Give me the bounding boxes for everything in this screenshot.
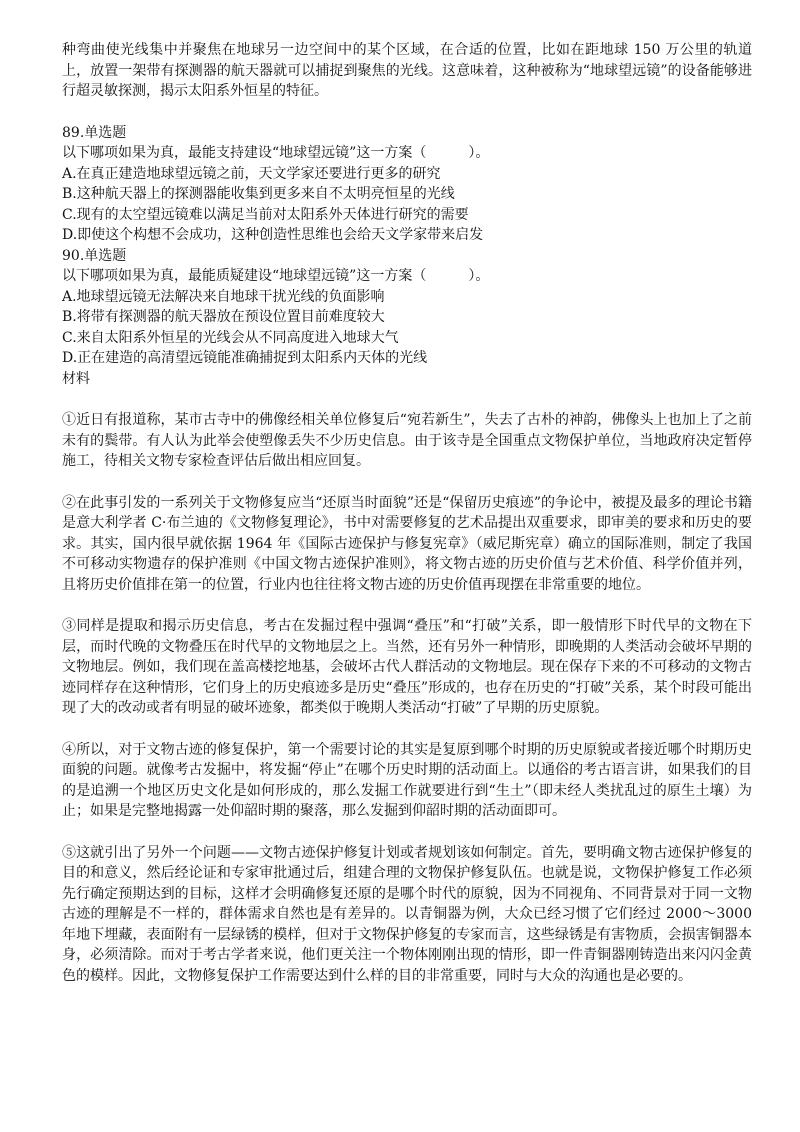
- material-paragraph-4: ④所以，对于文物古迹的修复保护，第一个需要讨论的其实是复原到哪个时期的历史原貌或者接近哪个时期历史面貌的问题。就像考古发掘中，将发掘“停止”在哪个历史时期的活动面上。以通俗的考古语言讲，如果我们的目的是追溯一个地区历史文化是如何形成的，那么发掘工作就要进行到“生土”（即未经人类扰乱过的原生土壤）为止；如果是完整地揭露一处仰韶时期的聚落，那么发掘到仰韶时期的活动面即可。: [62, 741, 752, 819]
- material-paragraph-1: ①近日有报道称，某市古寺中的佛像经相关单位修复后“宛若新生”，失去了古朴的神韵，佛像头上也加上了之前未有的鬓带。有人认为此举会使塑像丢失不少历史信息。由于该寺是全国重点文物保护单位，当地政府决定暂停施工，待相关文物专家检查评估后做出相应回复。: [62, 412, 752, 469]
- question-stem: 以下哪项如果为真，最能质疑建设“地球望远镜”这一方案（ ）。: [62, 268, 490, 284]
- question-89: [62, 123, 752, 246]
- option-a: A.在真正建造地球望远镜之前，天文学家还要进行更多的研究: [62, 165, 441, 182]
- material-paragraph-5: ⑤这就引出了另外一个问题——文物古迹保护修复计划或者规划该如何制定。首先，要明确文物古迹保护修复的目的和意义，然后经论证和专家审批通过后，组建合理的文物保护修复队伍。也就是说，文物保护修复工作必须先行确定预期达到的目标，这样才会明确修复还原的是哪个时代的原貌，因为不同视角、不同背景对于同一文物古迹的理解是不一样的，群体需求自然也是有差异的。以青铜器为例，大众已经习惯了它们经过 2000～3000 年地下埋藏，表面附有一层绿锈的模样，但对于文物保护修复的专家而言，这些绿锈是有害物质，会损害铜器本身，必须清除。而对于考古学者来说，他们更关注一个物体刚刚出现的情形，即一件青铜器刚铸造出来闪闪金黄色的模样。因此，文物修复保护工作需要达到什么样的目的非常重要，同时与大众的沟通也是必要的。: [62, 844, 752, 984]
- material-paragraph-2: ②在此事引发的一系列关于文物修复应当“还原当时面貌”还是“保留历史痕迹”的争论中，被提及最多的理论书籍是意大利学者 C·布兰迪的《文物修复理论》，书中对需要修复的艺术品提出双重要求，即审美的要求和历史的要求。其实，国内很早就依据 1964 年《国际古迹保护与修复宪章》（威尼斯宪章）确立的国际准则，制定了我国不可移动实物遗存的保护准则《中国文物古迹保护准则》，将文物古迹的历史价值与艺术价值、科学价值并列，且将历史价值排在第一的位置，行业内也往往将文物古迹的历史价值再现摆在非常重要的地位。: [62, 494, 752, 593]
- document-page: [62, 40, 752, 986]
- option-a: A.地球望远镜无法解决来自地球干扰光线的负面影响: [62, 288, 385, 305]
- question-title: 90.单选题: [62, 247, 127, 264]
- option-c: C.来自太阳系外恒星的光线会从不同高度进入地球大气: [62, 329, 399, 346]
- material-section: [62, 410, 752, 986]
- question-90: [62, 246, 752, 369]
- question-title: 89.单选题: [62, 124, 127, 141]
- question-stem: 以下哪项如果为真，最能支持建设“地球望远镜”这一方案（ ）。: [62, 145, 490, 161]
- option-d: D.正在建造的高清望远镜能准确捕捉到太阳系内天体的光线: [62, 350, 428, 366]
- option-d: D.即使这个构想不会成功，这种创造性思维也会给天文学家带来启发: [62, 227, 484, 243]
- intro-paragraph: 种弯曲使光线集中并聚焦在地球另一边空间中的某个区域，在合适的位置，比如在距地球 150 万公里的轨道上，放置一架带有探测器的航天器就可以捕捉到聚焦的光线。这意味着，这种被称为“地球望远镜”的设备能够进行超灵敏探测，揭示太阳系外恒星的特征。: [62, 42, 752, 99]
- material-label: 材料: [62, 370, 90, 387]
- material-paragraph-3: ③同样是提取和揭示历史信息，考古在发掘过程中强调“叠压”和“打破”关系，即一般情形下时代早的文物在下层，而时代晚的文物叠压在时代早的文物地层之上。当然，还有另外一种情形，即晚期的人类活动会破坏早期的文物地层。例如，我们现在盖高楼挖地基，会破坏古代人群活动的文物地层。现在保存下来的不可移动的文物古迹同样存在这种情形，它们身上的历史痕迹多是历史“叠压”形成的，也存在历史的“打破”关系，某个时段可能出现了大的改动或者有明显的破坏迹象，都类似于晚期人类活动“打破”了早期的历史原貌。: [62, 618, 752, 716]
- spacer: [62, 102, 752, 123]
- option-c: C.现有的太空望远镜难以满足当前对太阳系外天体进行研究的需要: [62, 206, 469, 223]
- option-b: B.这种航天器上的探测器能收集到更多来自不太明亮恒星的光线: [62, 186, 455, 202]
- option-b: B.将带有探测器的航天器放在预设位置目前难度较大: [62, 309, 385, 325]
